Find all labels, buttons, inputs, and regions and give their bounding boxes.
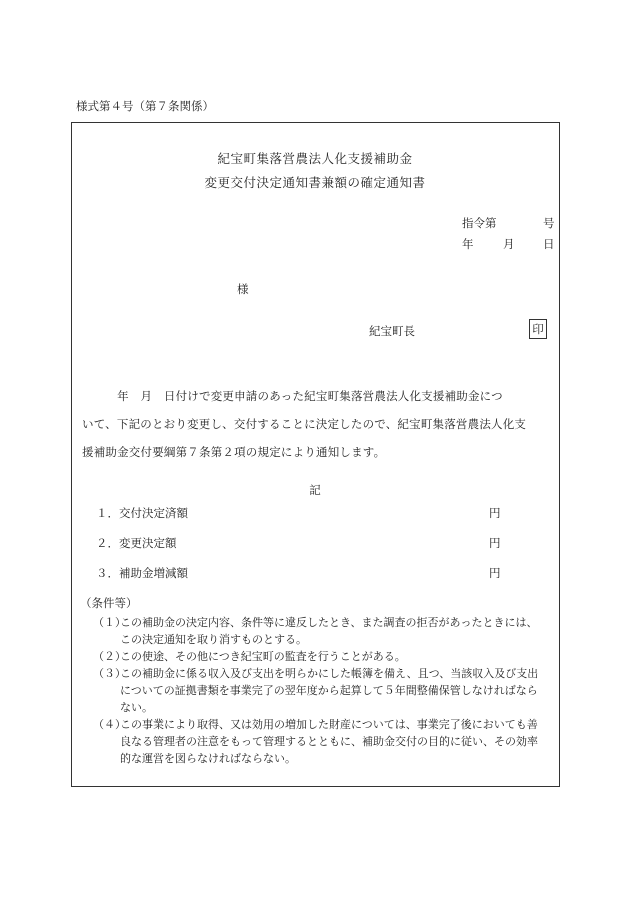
item-changed-amount-unit: 円 [489,536,501,550]
document-number-label: 指令第 [462,216,497,230]
date-month: 月 [503,237,515,251]
condition-number: （３） [93,667,126,680]
document-number-suffix: 号 [543,216,555,230]
date-year: 年 [462,237,474,251]
issuer-name: 紀宝町長 [369,324,415,338]
item-difference-amount-unit: 円 [489,566,501,580]
document-title-line-1: 紀宝町集落営農法人化支援補助金 [217,151,413,166]
item-granted-amount-unit: 円 [489,506,501,520]
condition-text: この使途、その他につき紀宝町の監査を行うことがある。 [120,650,406,663]
condition-item [93,665,543,716]
notice-body-line: いて、下記のとおり変更し、交付することに決定したので、紀宝町集落営農法人化支 [82,417,527,431]
condition-text: この事業により取得、又は効用の増加した財産については、事業完了後においても善良なる管理者の注意をもって管理するとともに、補助金交付の目的に従い、その効率的な運営を図らなければならない。 [120,718,538,765]
date-day: 日 [543,237,555,251]
condition-number: （１） [93,616,126,629]
condition-item [93,614,543,648]
notice-body [82,382,542,466]
ki-heading: 記 [309,483,321,497]
condition-item [93,648,543,665]
condition-number: （２） [93,650,126,663]
document-title-line-2: 変更交付決定通知書兼額の確定通知書 [204,175,426,190]
condition-text: この補助金の決定内容、条件等に違反したとき、また調査の拒否があったときには、この決定通知を取り消すものとする。 [120,616,538,646]
addressee-honorific: 様 [237,282,249,296]
form-number-label: 様式第４号（第７条関係） [76,99,214,113]
notice-body-line: 援補助金交付要綱第７条第２項の規定により通知します。 [82,445,386,459]
condition-number: （４） [93,718,126,731]
condition-item [93,716,543,767]
seal-mark: 印 [529,319,547,339]
item-granted-amount-label: １．交付決定済額 [96,506,188,520]
condition-text: この補助金に係る収入及び支出を明らかにした帳簿を備え、且つ、当該収入及び支出についての証拠書類を事業完了の翌年度から起算して５年間整備保管しなければならない。 [120,667,539,714]
item-changed-amount-label: ２．変更決定額 [96,536,177,550]
notice-body-line: 年 月 日付けで変更申請のあった紀宝町集落営農法人化支援補助金につ [82,389,503,403]
item-difference-amount-label: ３．補助金増減額 [96,566,188,580]
conditions-heading: （条件等） [80,596,138,610]
